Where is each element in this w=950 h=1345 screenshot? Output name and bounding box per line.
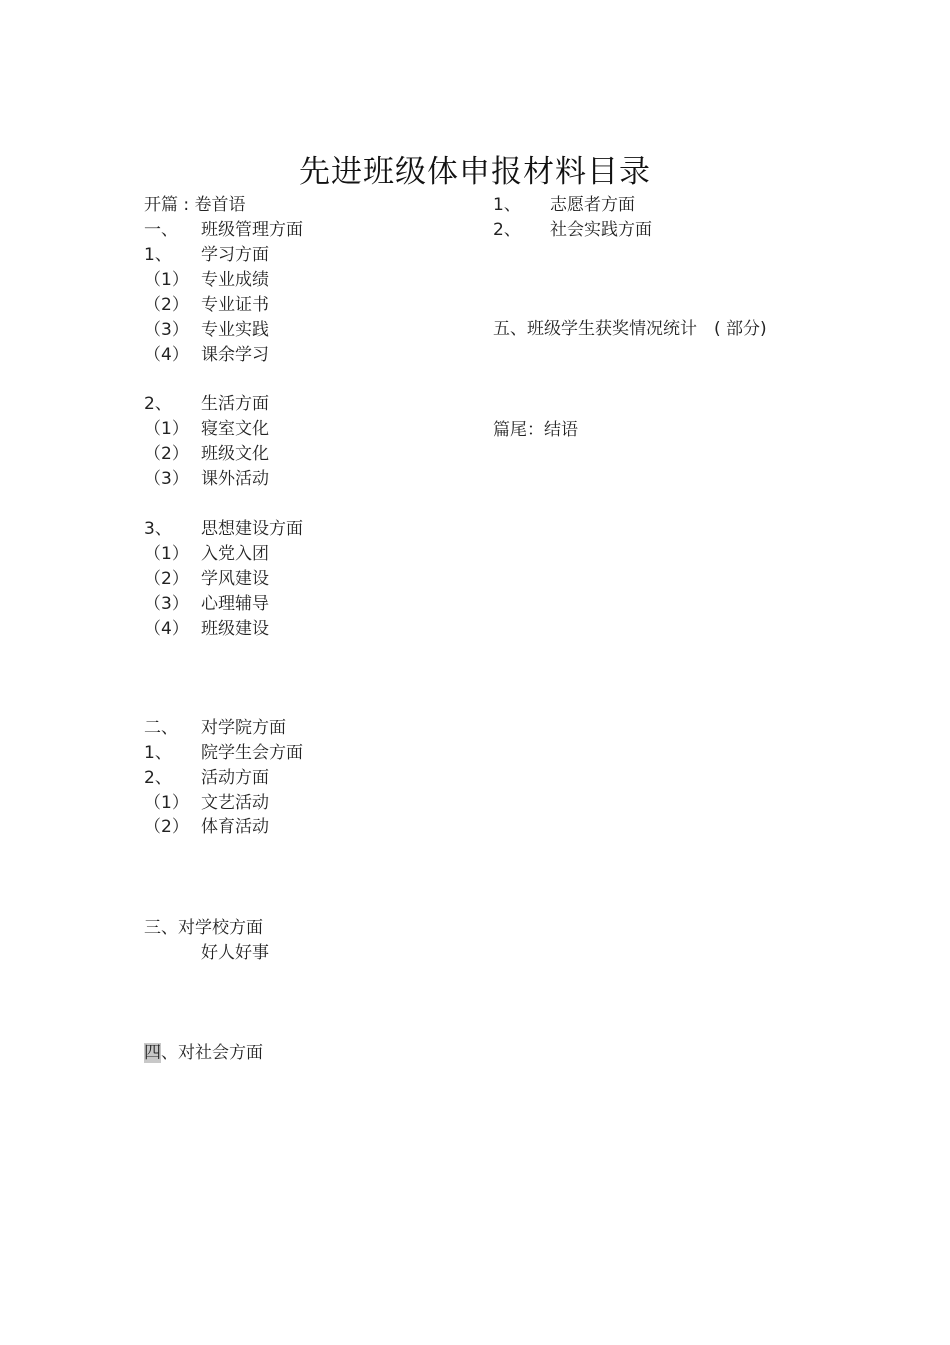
toc-entry-number: 二、: [144, 718, 178, 738]
toc-entry-text: 学习方面: [201, 245, 269, 265]
toc-entry-number: （2）: [144, 569, 189, 589]
toc-entry: [144, 568, 444, 590]
toc-entry-number: 一、: [144, 220, 178, 240]
toc-entry: [144, 917, 263, 939]
toc-entry-text: 活动方面: [201, 768, 269, 788]
toc-entry-text: 体育活动: [201, 817, 269, 837]
toc-entry-text: 思想建设方面: [201, 519, 303, 539]
toc-entry: [144, 244, 444, 266]
toc-entry: [144, 294, 444, 316]
document-title: 先进班级体申报材料目录: [299, 154, 651, 190]
toc-entry-text: 生活方面: [201, 394, 269, 414]
toc-entry-number: 1、: [144, 743, 172, 763]
toc-entry-text: 好人好事: [201, 943, 269, 963]
toc-entry-number: （3）: [144, 469, 189, 489]
toc-entry: [144, 717, 444, 739]
toc-entry-number: （2）: [144, 817, 189, 837]
toc-entry-number: 3、: [144, 519, 172, 539]
highlighted-text: 四: [144, 1043, 161, 1063]
toc-entry-number: 2、: [144, 768, 172, 788]
toc-entry-number: （1）: [144, 270, 189, 290]
toc-entry-text: 专业成绩: [201, 270, 269, 290]
toc-entry: [144, 319, 444, 341]
toc-entry-text: 班级文化: [201, 444, 269, 464]
toc-entry-text: 开篇 : 卷首语: [144, 195, 246, 215]
toc-entry: [144, 618, 444, 640]
toc-entry: [144, 816, 444, 838]
toc-entry: [144, 742, 444, 764]
toc-entry-number: 1、: [144, 245, 172, 265]
toc-entry-number: 1、: [493, 195, 521, 215]
toc-entry: [144, 543, 444, 565]
toc-entry-number: （2）: [144, 295, 189, 315]
toc-entry-text: 三、对学校方面: [144, 918, 263, 938]
toc-entry-number: （1）: [144, 419, 189, 439]
toc-entry-text: 院学生会方面: [201, 743, 303, 763]
toc-entry: [493, 318, 767, 340]
toc-entry: [144, 418, 444, 440]
toc-entry-text: 篇尾：结语: [493, 420, 578, 440]
toc-entry-number: 2、: [493, 220, 521, 240]
toc-entry-text: 寝室文化: [201, 419, 269, 439]
toc-entry: [201, 942, 269, 964]
toc-entry-text: 专业实践: [201, 320, 269, 340]
toc-entry-text: 班级管理方面: [201, 220, 303, 240]
toc-entry: [144, 194, 246, 216]
toc-entry-number: （1）: [144, 793, 189, 813]
toc-entry: [144, 393, 444, 415]
toc-entry-text: 课外活动: [201, 469, 269, 489]
toc-entry: [144, 792, 444, 814]
toc-entry: [144, 344, 444, 366]
toc-entry-text: 入党入团: [201, 544, 269, 564]
toc-entry: [144, 1042, 263, 1064]
toc-entry-number: （1）: [144, 544, 189, 564]
toc-entry: [144, 443, 444, 465]
toc-entry-number: （4）: [144, 345, 189, 365]
toc-entry-text: 学风建设: [201, 569, 269, 589]
toc-entry-text: 文艺活动: [201, 793, 269, 813]
toc-entry-text: 专业证书: [201, 295, 269, 315]
toc-entry-text: 志愿者方面: [550, 195, 635, 215]
toc-entry: [493, 219, 793, 241]
toc-entry-number: （2）: [144, 444, 189, 464]
toc-entry: [144, 593, 444, 615]
toc-entry-text: 、对社会方面: [161, 1043, 263, 1063]
toc-entry-text: 课余学习: [201, 345, 269, 365]
toc-entry-text: 社会实践方面: [550, 220, 652, 240]
toc-entry: [144, 518, 444, 540]
toc-entry-number: （3）: [144, 320, 189, 340]
toc-entry-text: 对学院方面: [201, 718, 286, 738]
toc-entry: [144, 219, 444, 241]
toc-entry: [144, 468, 444, 490]
toc-entry: [144, 767, 444, 789]
toc-entry-number: （3）: [144, 594, 189, 614]
toc-entry-number: （4）: [144, 619, 189, 639]
toc-entry: [493, 194, 793, 216]
toc-entry-text: 心理辅导: [201, 594, 269, 614]
toc-entry-text: 班级建设: [201, 619, 269, 639]
toc-entry-number: 2、: [144, 394, 172, 414]
toc-entry: [493, 419, 578, 441]
toc-entry: [144, 269, 444, 291]
toc-entry-text: 五、班级学生获奖情况统计 ( 部分): [493, 319, 767, 339]
